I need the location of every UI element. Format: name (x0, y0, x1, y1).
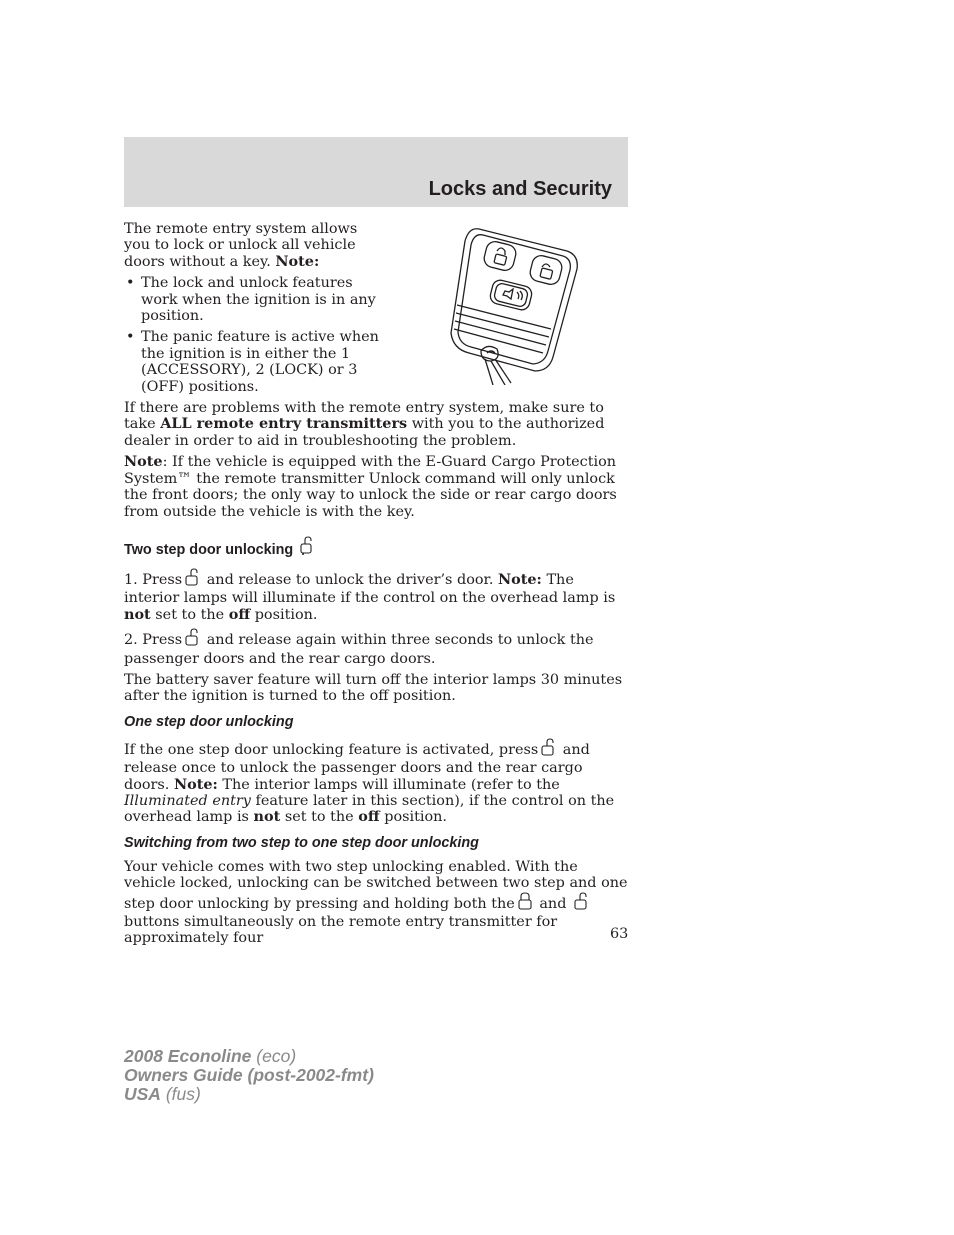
footer-guide: Owners Guide (post-2002-fmt) (124, 1065, 374, 1085)
footer-market-code: (fus) (160, 1084, 201, 1104)
eguard-note-text: : If the vehicle is equipped with the E-Guard Cargo Protection System™ the remote transmitter Unlock command will only unlock the front doors; the only way to unlock the side or rear cargo doors from outside the vehicle is with the key. (124, 454, 617, 520)
battery-saver-paragraph: The battery saver feature will turn off the interior lamps 30 minutes after the ignition is turned to the off position. (124, 671, 623, 705)
page-body (124, 221, 630, 952)
intro-text: The remote entry system allows you to lock or unlock all vehicle doors without a key. (124, 221, 358, 270)
document-footer (124, 1047, 374, 1104)
step1-off: off (228, 605, 251, 623)
problems-text-bold: ALL remote entry transmitters (160, 415, 408, 433)
bullet-text: The panic feature is active when the ignition is in either the 1 (ACCESSORY), 2 (LOCK) or 3 (OFF) positions. (141, 329, 379, 395)
unlock-icon (540, 738, 556, 760)
one-step-paragraph (124, 738, 630, 826)
footer-model: 2008 Econoline (124, 1046, 252, 1066)
step2-pre: 2. Press (124, 632, 183, 649)
two-step-step1 (124, 568, 630, 623)
two-step-step2 (124, 628, 630, 667)
footer-line-1 (124, 1047, 374, 1066)
one-step-text1: The interior lamps will illuminate (refer to the (217, 776, 560, 793)
step1-pre: 1. Press (124, 571, 183, 588)
one-step-not: not (253, 808, 281, 826)
one-step-text4: position. (379, 809, 448, 826)
switching-pre: Your vehicle comes with two step unlocking enabled. With the vehicle locked, unlocking can be switched between two step and one step door unlocking by pressing and holding both the (124, 858, 628, 912)
list-item (124, 275, 386, 324)
problems-text-post: with you to the authorized dealer in order to aid in troubleshooting the problem. (124, 416, 605, 449)
footer-model-code: (eco) (251, 1046, 297, 1066)
page-number: 63 (610, 926, 629, 942)
unlock-icon (573, 892, 589, 914)
step1-text3: position. (250, 606, 318, 623)
one-step-pre: If the one step door unlocking feature is activated, press (124, 741, 539, 758)
one-step-text3: set to the (280, 809, 359, 826)
eguard-note-paragraph (124, 454, 630, 520)
footer-market: USA (124, 1084, 161, 1104)
two-step-heading-text: Two step door unlocking (124, 541, 294, 558)
lock-icon (517, 892, 533, 914)
one-step-mid: and release once to unlock the passenger doors and the rear cargo doors. (124, 741, 590, 793)
one-step-heading: One step door unlocking (124, 713, 294, 730)
bullet-marker: • (126, 329, 135, 346)
eguard-note-label: Note (124, 453, 163, 471)
switching-paragraph (124, 859, 630, 947)
switching-post: buttons simultaneously on the remote entry transmitter for approximately four (124, 914, 558, 947)
list-item (124, 329, 386, 395)
switching-and: and (534, 895, 571, 912)
one-step-note-label: Note: (173, 775, 218, 793)
problems-paragraph (124, 400, 630, 449)
switching-heading: Switching from two step to one step door unlocking (124, 834, 479, 851)
intro-paragraph (124, 221, 386, 270)
one-step-text2: feature later in this section), if the control on the overhead lamp is (124, 792, 615, 826)
problems-text-pre: If there are problems with the remote entry system, make sure to take (124, 400, 604, 433)
one-step-italic-ref: Illuminated entry (124, 792, 251, 809)
unlock-icon (184, 568, 200, 590)
step1-mid: and release to unlock the driver’s door. (202, 571, 498, 588)
step1-not: not (124, 605, 151, 623)
header-band (124, 137, 628, 207)
footer-line-3 (124, 1085, 374, 1104)
step1-note-label: Note: (498, 570, 542, 588)
section-title: Locks and Security (428, 178, 612, 200)
two-step-heading (124, 536, 630, 561)
step1-text2: set to the (150, 606, 229, 623)
unlock-icon (184, 628, 200, 650)
step1-text1: The interior lamps will illuminate if the control on the overhead lamp is (124, 571, 616, 607)
footer-line-2 (124, 1066, 374, 1085)
bullet-text: The lock and unlock features work when the ignition is in any position. (141, 275, 376, 325)
intro-note-label: Note: (275, 252, 320, 270)
one-step-off: off (358, 808, 380, 826)
step2-text: and release again within three seconds to unlock the passenger doors and the rear cargo doors. (124, 632, 594, 667)
bullet-marker: • (126, 275, 135, 292)
feature-bullet-list (124, 275, 386, 395)
unlock-icon (299, 536, 315, 561)
